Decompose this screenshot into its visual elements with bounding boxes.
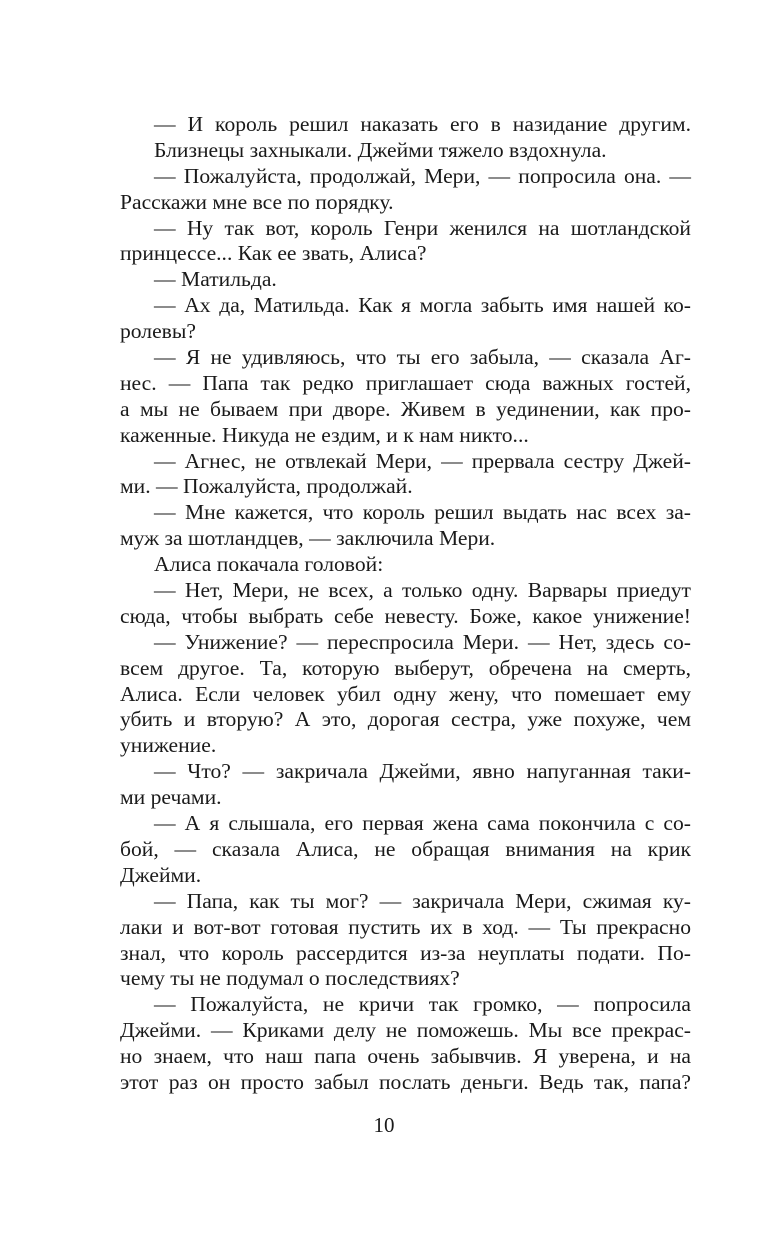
text-line: — Ну так вот, король Генри женился на шотландской	[154, 215, 691, 240]
text-line: Расскажи мне все по порядку.	[120, 189, 394, 214]
text-line: — Что? — закричала Джейми, явно напуганная таки-	[154, 759, 691, 784]
text-line: — Мне кажется, что король решил выдать нас всех за-	[154, 500, 691, 525]
text-line: лаки и вот-вот готовая пустить их в ход. — Ты прекрасно	[120, 914, 691, 939]
text-line: — А я слышала, его первая жена сама покончила с со-	[154, 811, 691, 836]
text-line: — Папа, как ты мог? — закричала Мери, сжимая ку-	[154, 888, 691, 913]
text-line: — Пожалуйста, продолжай, Мери, — попросила она. —	[154, 163, 691, 188]
text-line: каженные. Никуда не ездим, и к нам никто...	[120, 422, 529, 447]
text-line: но знаем, что наш папа очень забывчив. Я уверена, и на	[120, 1044, 691, 1069]
text-line: Джейми. — Криками делу не поможешь. Мы все прекрас-	[120, 1018, 691, 1043]
text-line: сюда, чтобы выбрать себе невесту. Боже, какое унижение!	[120, 603, 691, 628]
text-line: принцессе... Как ее звать, Алиса?	[120, 241, 427, 266]
text-line: — Агнес, не отвлекай Мери, — прервала сестру Джей-	[154, 448, 691, 473]
text-line: муж за шотландцев, — заключила Мери.	[120, 526, 496, 551]
text-line: — Я не удивляюсь, что ты его забыла, — сказала Аг-	[154, 345, 691, 370]
text-line: — Пожалуйста, не кричи так громко, — попросила	[154, 992, 691, 1017]
text-line: бой, — сказала Алиса, не обращая внимания на крик	[120, 836, 691, 861]
text-line: знал, что король рассердится из-за неуплаты подати. По-	[120, 940, 691, 965]
text-line: этот раз он просто забыл послать деньги. Ведь так, папа?	[120, 1069, 691, 1094]
text-line: Алиса. Если человек убил одну жену, что помешает ему	[120, 681, 691, 706]
text-line: Алиса покачала головой:	[154, 552, 384, 577]
text-line: ми речами.	[120, 785, 222, 810]
text-line: унижение.	[120, 733, 217, 758]
text-line: — И король решил наказать его в назидание другим.	[154, 112, 691, 136]
text-line: — Ах да, Матильда. Как я могла забыть имя нашей ко-	[154, 293, 691, 318]
text-line: ми. — Пожалуйста, продолжай.	[120, 474, 413, 499]
text-line: Близнецы захныкали. Джейми тяжело вздохнула.	[154, 137, 607, 162]
text-line: убить и вторую? А это, дорогая сестра, уже похуже, чем	[120, 707, 691, 732]
page-body-text	[120, 112, 691, 1096]
text-line: а мы не бываем при дворе. Живем в уединении, как про-	[120, 396, 691, 421]
text-line: — Унижение? — переспросила Мери. — Нет, здесь со-	[154, 629, 691, 654]
text-line: Джейми.	[120, 862, 202, 887]
text-line: всем другое. Та, которую выберут, обречена на смерть,	[120, 655, 691, 680]
page-number: 10	[373, 1113, 395, 1137]
text-line: нес. — Папа так редко приглашает сюда важных гостей,	[120, 370, 691, 395]
text-line: чему ты не подумал о последствиях?	[120, 966, 460, 991]
text-line: ролевы?	[120, 319, 196, 344]
text-line: — Нет, Мери, не всех, а только одну. Варвары приедут	[154, 578, 691, 603]
text-line: — Матильда.	[154, 267, 277, 292]
